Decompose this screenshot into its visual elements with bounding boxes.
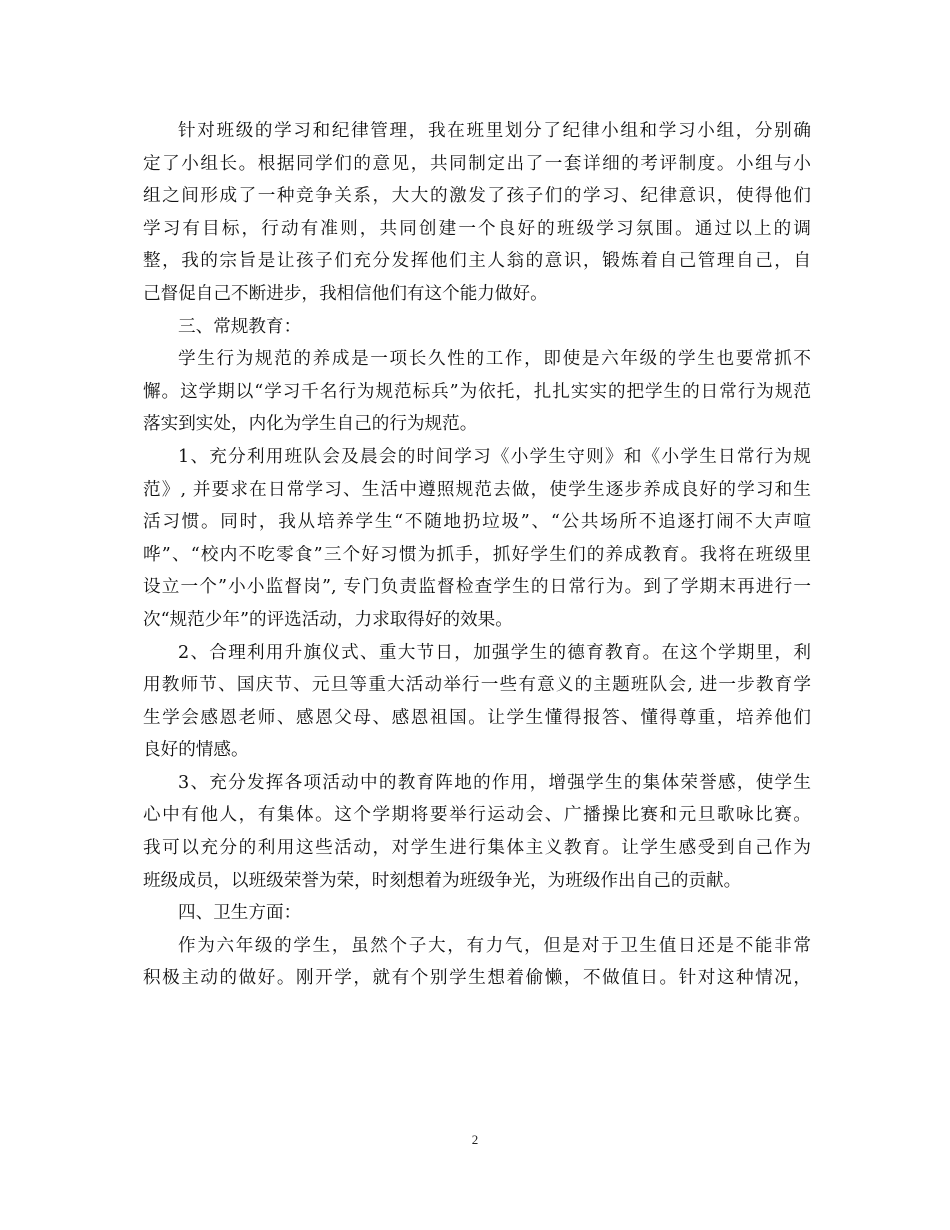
- text-line: 范》, 并要求在日常学习、生活中遵照规范去做，使学生逐步养成良好的学习和生: [143, 479, 811, 500]
- text-line: 整，我的宗旨是让孩子们充分发挥他们主人翁的意识，锻炼着自己管理自己，自: [143, 251, 811, 272]
- paragraph: [143, 637, 811, 767]
- paragraph: [143, 767, 811, 897]
- text-line: 落实到实处，内化为学生自己的行为规范。: [143, 414, 478, 435]
- paragraph: [143, 115, 811, 311]
- text-line: 设立一个”小小监督岗”, 专门负责监督检查学生的日常行为。到了学期末再进行一: [143, 577, 811, 598]
- paragraph: [143, 343, 811, 441]
- text-line: 懈。这学期以“学习千名行为规范标兵”为依托，扎扎实实的把学生的日常行为规范: [143, 381, 811, 402]
- page-number: 2: [471, 1132, 479, 1147]
- paragraph: [143, 930, 811, 995]
- text-line: 班级成员，以班级荣誉为荣，时刻想着为班级争光，为班级作出自己的贡献。: [143, 870, 742, 891]
- text-line: 心中有他人，有集体。这个学期将要举行运动会、广播操比赛和元旦歌咏比赛。: [143, 805, 811, 826]
- text-line: 积极主动的做好。刚开学，就有个别学生想着偷懒，不做值日。针对这种情况，: [143, 968, 811, 989]
- section-heading: [143, 897, 811, 930]
- section-heading: [143, 311, 811, 344]
- document-body: [143, 115, 811, 995]
- text-line: 2、合理利用升旗仪式、重大节日，加强学生的德育教育。在这个学期里，利: [178, 642, 811, 663]
- paragraph: [143, 441, 811, 637]
- text-line: 良好的情感。: [143, 740, 249, 761]
- text-line: 三、常规教育：: [178, 316, 302, 337]
- text-line: 我可以充分的利用这些活动，对学生进行集体主义教育。让学生感受到自己作为: [143, 838, 811, 859]
- text-line: 学生行为规范的养成是一项长久性的工作，即使是六年级的学生也要常抓不: [178, 349, 811, 370]
- text-line: 己督促自己不断进步，我相信他们有这个能力做好。: [143, 283, 548, 304]
- text-line: 活习惯。同时，我从培养学生“不随地扔垃圾”、“公共场所不追逐打闹不大声喧: [143, 512, 811, 533]
- text-line: 学习有目标，行动有准则，共同创建一个良好的班级学习氛围。通过以上的调: [143, 218, 811, 239]
- text-line: 定了小组长。根据同学们的意见，共同制定出了一套详细的考评制度。小组与小: [143, 153, 811, 174]
- text-line: 次“规范少年”的评选活动，力求取得好的效果。: [143, 609, 513, 630]
- text-line: 生学会感恩老师、感恩父母、感恩祖国。让学生懂得报答、懂得尊重，培养他们: [143, 707, 811, 728]
- text-line: 哗”、“校内不吃零食”三个好习惯为抓手，抓好学生们的养成教育。我将在班级里: [143, 544, 811, 565]
- text-line: 1、充分利用班队会及晨会的时间学习《小学生守则》和《小学生日常行为规: [178, 446, 811, 467]
- text-line: 3、充分发挥各项活动中的教育阵地的作用，增强学生的集体荣誉感，使学生: [178, 772, 811, 793]
- text-line: 四、卫生方面：: [178, 903, 302, 924]
- text-line: 作为六年级的学生，虽然个子大，有力气，但是对于卫生值日还是不能非常: [178, 935, 811, 956]
- text-line: 用教师节、国庆节、元旦等重大活动举行一些有意义的主题班队会, 进一步教育学: [143, 675, 811, 696]
- text-line: 针对班级的学习和纪律管理，我在班里划分了纪律小组和学习小组，分别确: [178, 121, 811, 141]
- text-line: 组之间形成了一种竞争关系，大大的激发了孩子们的学习、纪律意识，使得他们: [143, 186, 811, 207]
